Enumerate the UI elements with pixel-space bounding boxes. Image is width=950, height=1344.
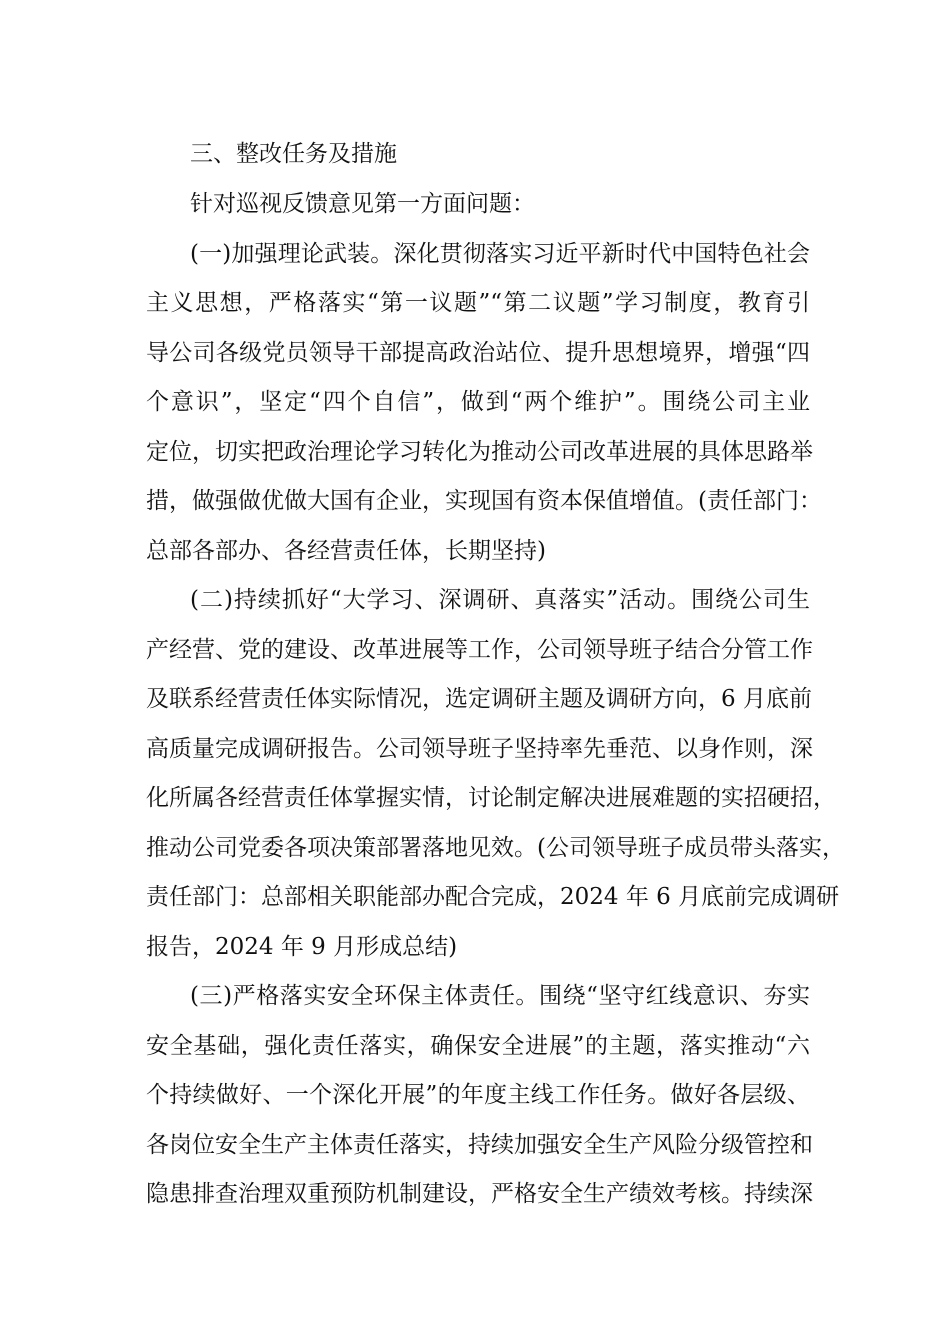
text-line: 导公司各级党员领导干部提高政治站位、提升思想境界，增强“四 [146, 339, 810, 366]
text-line: 高质量完成调研报告。公司领导班子坚持率先垂范、以身作则，深 [146, 735, 813, 762]
text-line: (一)加强理论武装。深化贯彻落实习近平新时代中国特色社会 [190, 240, 810, 267]
text-line: 个意识”，坚定“四个自信”，做到“两个维护”。围绕公司主业 [146, 389, 810, 415]
text-line: 各岗位安全生产主体责任落实，持续加强安全生产风险分级管控和 [146, 1131, 813, 1158]
section-heading: 三、整改任务及措施 [190, 141, 397, 167]
text-line: 主义思想，严格落实“第一议题”“第二议题”学习制度，教育引 [146, 290, 810, 316]
text-line: 推动公司党委各项决策部署落地见效。(公司领导班子成员带头落实， [146, 834, 845, 861]
text-line: 隐患排查治理双重预防机制建设，严格安全生产绩效考核。持续深 [146, 1181, 813, 1207]
text-line: 措，做强做优做大国有企业，实现国有资本保值增值。(责任部门： [146, 488, 822, 514]
text-line: 安全基础，强化责任落实，确保安全进展”的主题，落实推动“六 [146, 1032, 810, 1059]
text-line: 针对巡视反馈意见第一方面问题： [190, 191, 535, 217]
text-line: (二)持续抓好“大学习、深调研、真落实”活动。围绕公司生 [190, 587, 810, 613]
text-line: 报告，2024 年 9 月形成总结) [146, 933, 458, 960]
text-line: 产经营、党的建设、改革进展等工作，公司领导班子结合分管工作 [146, 636, 813, 663]
text-line: 化所属各经营责任体掌握实情，讨论制定解决进展难题的实招硬招， [146, 785, 836, 811]
text-line: 总部各部办、各经营责任体，长期坚持) [146, 537, 546, 564]
text-line: 及联系经营责任体实际情况，选定调研主题及调研方向，6 月底前 [146, 686, 812, 712]
text-line: 个持续做好、一个深化开展”的年度主线工作任务。做好各层级、 [146, 1082, 810, 1108]
text-line: 责任部门：总部相关职能部办配合完成，2024 年 6 月底前完成调研 [146, 884, 840, 910]
text-line: 定位，切实把政治理论学习转化为推动公司改革进展的具体思路举 [146, 438, 813, 465]
text-line: (三)严格落实安全环保主体责任。围绕“坚守红线意识、夯实 [190, 983, 810, 1009]
